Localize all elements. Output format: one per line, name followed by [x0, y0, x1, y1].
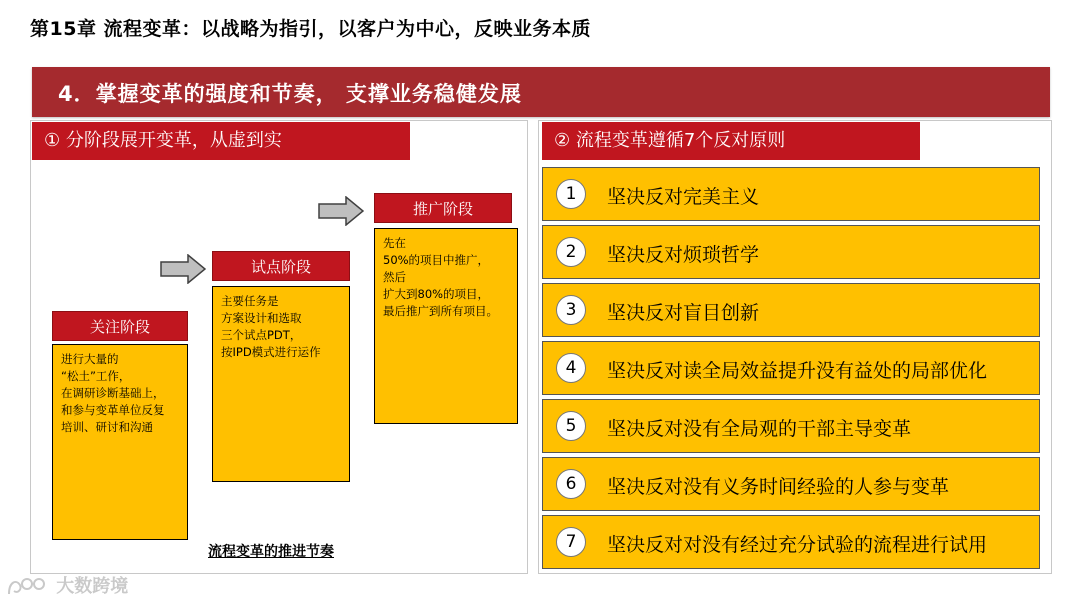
stage-rollout-label: 推广阶段 [374, 193, 512, 223]
principle-item [542, 515, 1040, 569]
stages-panel-header: ① 分阶段展开变革，从虚到实 [32, 122, 410, 160]
principle-item [542, 457, 1040, 511]
watermark [6, 572, 128, 598]
principle-text: 坚决反对没有全局观的干部主导变革 [607, 418, 912, 440]
principle-number: 1 [556, 179, 586, 209]
right-arrow-icon [160, 254, 206, 284]
watermark-text: 大数跨境 [56, 576, 129, 597]
principle-text: 坚决反对烦琐哲学 [607, 244, 760, 266]
principle-item [542, 341, 1040, 395]
section-banner-text: 4．掌握变革的强度和节奏， 支撑业务稳健发展 [58, 82, 522, 106]
dashuju-logo-icon [6, 576, 50, 598]
stage-pilot-label: 试点阶段 [212, 251, 350, 281]
principle-text: 坚决反对没有义务时间经验的人参与变革 [607, 476, 950, 498]
principle-text: 坚决反对读全局效益提升没有益处的局部优化 [607, 360, 988, 382]
stage-focus-description: 进行大量的 “松土”工作， 在调研诊断基础上， 和参与变革单位反复 培训、研讨和沟通 [52, 344, 188, 540]
principle-number: 3 [556, 295, 586, 325]
stages-caption: 流程变革的推进节奏 [208, 544, 334, 560]
principle-number: 4 [556, 353, 586, 383]
principle-item [542, 225, 1040, 279]
stage-rollout-description: 先在 50%的项目中推广， 然后 扩大到80%的项目， 最后推广到所有项目。 [374, 228, 518, 424]
principle-number: 6 [556, 469, 586, 499]
principle-item [542, 167, 1040, 221]
principle-text: 坚决反对对没有经过充分试验的流程进行试用 [607, 534, 988, 556]
principles-panel-header: ② 流程变革遵循7个反对原则 [542, 122, 920, 160]
stage-focus-label: 关注阶段 [52, 311, 188, 341]
stage-pilot-description: 主要任务是 方案设计和选取 三个试点PDT， 按IPD模式进行运作 [212, 286, 350, 482]
page-title: 第15章 流程变革：以战略为指引，以客户为中心，反映业务本质 [30, 18, 592, 40]
principle-item [542, 283, 1040, 337]
right-arrow-icon [318, 196, 364, 226]
principle-number: 7 [556, 527, 586, 557]
principle-item [542, 399, 1040, 453]
principle-number: 5 [556, 411, 586, 441]
principle-number: 2 [556, 237, 586, 267]
section-banner [32, 67, 1050, 117]
principle-text: 坚决反对完美主义 [607, 186, 760, 208]
principle-text: 坚决反对盲目创新 [607, 302, 760, 324]
